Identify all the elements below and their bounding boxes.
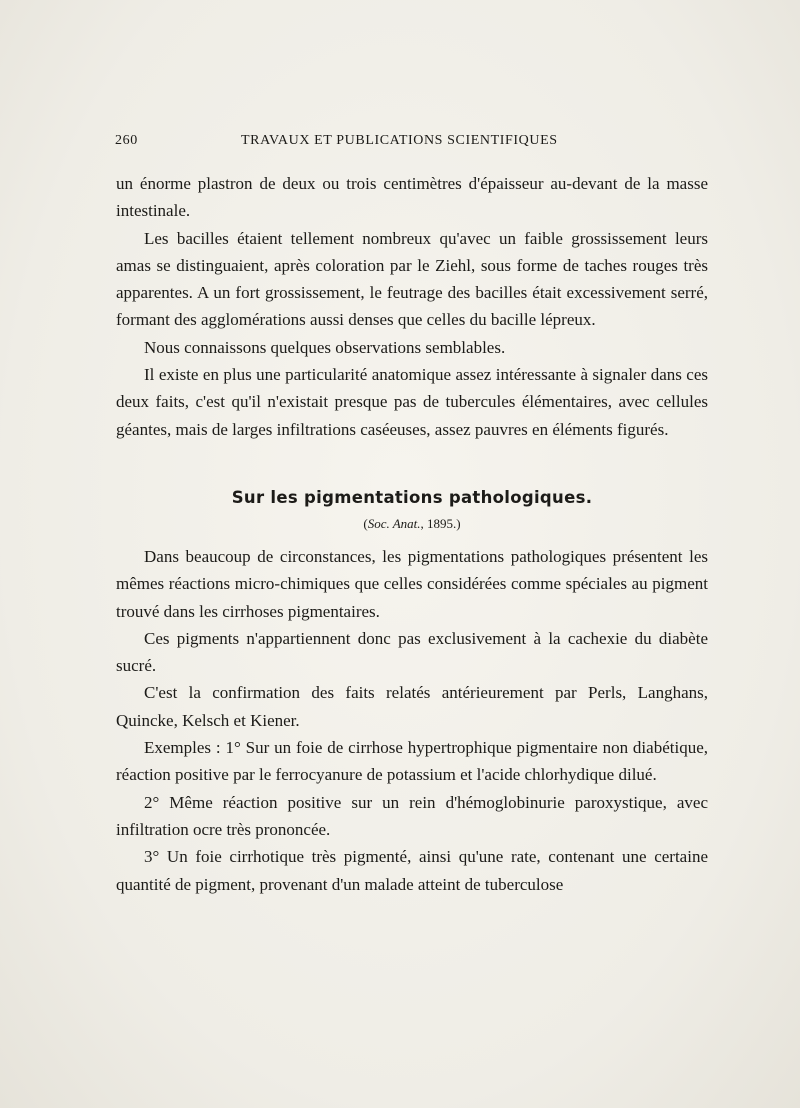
citation-year: 1895. <box>427 515 457 531</box>
paragraph: 2° Même réaction positive sur un rein d'hémoglobinurie paroxystique, avec infiltration ocre très prononcée. <box>116 792 708 839</box>
paragraph: Il existe en plus une particularité anatomique assez intéressante à signaler dans ces deux faits, c'est qu'il n'existait presque pas de tubercules élémentaires, avec cellules géantes, mais de larges infiltrations caséeuses, assez pauvres en éléments figurés. <box>116 365 708 439</box>
section-citation: (Soc. Anat., 1895.) <box>363 515 461 531</box>
body-text <box>116 170 708 898</box>
page-number: 260 <box>115 133 138 148</box>
paragraph: C'est la confirmation des faits relatés antérieurement par Perls, Langhans, Quincke, Kelsch et Kiener. <box>116 683 708 730</box>
running-head: TRAVAUX ET PUBLICATIONS SCIENTIFIQUES <box>241 133 558 148</box>
section-title: Sur les pigmentations pathologiques. <box>231 487 593 507</box>
citation-journal: Soc. Anat. <box>367 515 421 531</box>
paragraph: Nous connaissons quelques observations semblables. <box>144 337 506 357</box>
paragraph: Dans beaucoup de circonstances, les pigmentations pathologiques présentent les mêmes réactions micro-chimiques que celles considérées comme spéciales au pigment trouvé dans les cirrhoses pigmentaires. <box>116 546 708 621</box>
paragraph: Ces pigments n'appartiennent donc pas exclusivement à la cachexie du diabète sucré. <box>116 628 708 676</box>
paragraph: Exemples : 1° Sur un foie de cirrhose hypertrophique pigmentaire non diabétique, réaction positive par le ferrocyanure de potassium et l'acide chlorhydique dilué. <box>116 738 708 785</box>
paragraph: Les bacilles étaient tellement nombreux qu'avec un faible grossissement leurs amas se distinguaient, après coloration par le Ziehl, sous forme de taches rouges très apparentes. A un fort grossissement, le feutrage des bacilles était excessivement serré, formant des agglomérations aussi denses que celles du bacille lépreux. <box>116 228 708 330</box>
paragraph: 3° Un foie cirrhotique très pigmenté, ainsi qu'une rate, contenant une certaine quantité de pigment, provenant d'un malade atteint de tuberculose <box>116 847 708 894</box>
paragraph: un énorme plastron de deux ou trois centimètres d'épaisseur au-devant de la masse intestinale. <box>116 174 708 221</box>
